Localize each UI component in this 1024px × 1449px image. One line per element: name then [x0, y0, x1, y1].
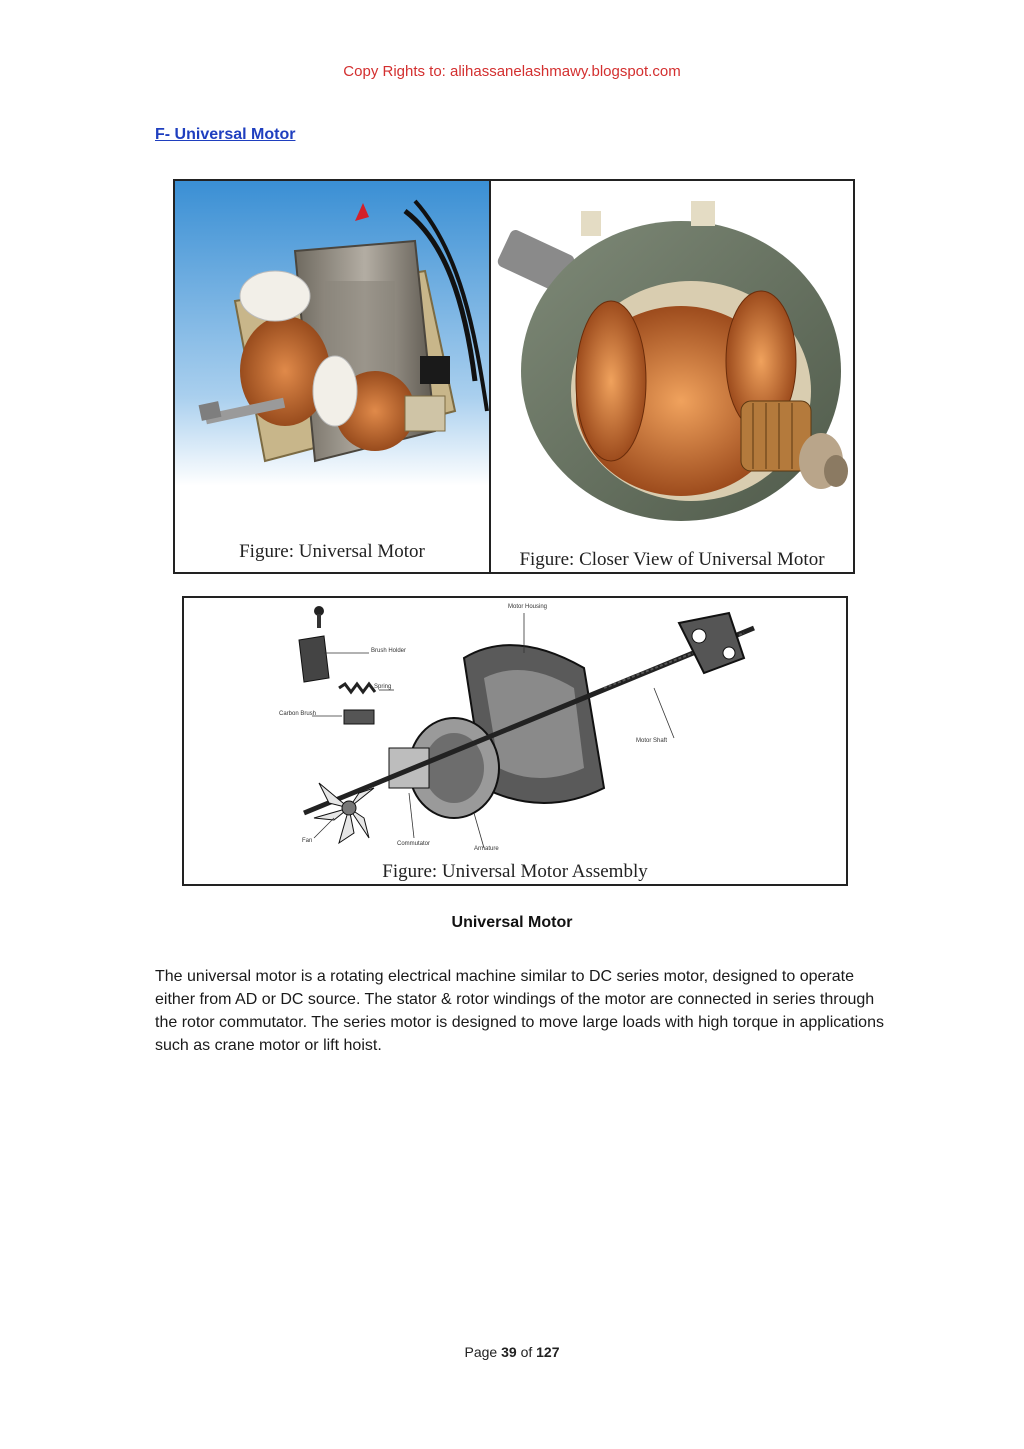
label-commutator: Commutator [397, 841, 431, 847]
figure-caption-closer-view: Figure: Closer View of Universal Motor [519, 549, 825, 570]
universal-motor-photo [175, 181, 489, 572]
figure-caption-assembly: Figure: Universal Motor Assembly [382, 861, 648, 882]
page-footer [0, 1344, 1024, 1360]
figure-closer-view [491, 181, 853, 572]
closer-view-photo [491, 181, 853, 572]
page-number: 39 [501, 1344, 517, 1360]
page-label: Page [464, 1344, 498, 1360]
label-fan: Fan [302, 838, 313, 844]
label-brush-holder: Brush Holder [371, 648, 407, 654]
body-paragraph: The universal motor is a rotating electrical machine similar to DC series motor, designed to operate either from AD or DC source. The stator & rotor windings of the motor are connected in series through the rotor commutator. The series motor is designed to move large loads with high torque in applications such as crane motor or lift hoist. [155, 968, 884, 1054]
label-motor-housing: Motor Housing [508, 604, 548, 610]
of-label: of [520, 1344, 533, 1360]
copyright-header: Copy Rights to: alihassanelashmawy.blogspot.com [343, 63, 681, 80]
figure-universal-motor [175, 181, 491, 572]
total-pages: 127 [536, 1344, 560, 1360]
label-armature: Armature [474, 846, 499, 852]
section-heading-link[interactable]: F- Universal Motor [155, 126, 296, 143]
label-motor-shaft: Motor Shaft [636, 738, 668, 744]
label-carbon-brush: Carbon Brush [279, 711, 317, 717]
assembly-diagram [184, 598, 846, 884]
figure-universal-motor-assembly [182, 596, 848, 886]
main-title: Universal Motor [451, 914, 573, 931]
label-spring: Spring [374, 684, 392, 690]
figure-caption-universal-motor: Figure: Universal Motor [239, 541, 425, 562]
figure-universal-motor-photos [173, 179, 855, 574]
